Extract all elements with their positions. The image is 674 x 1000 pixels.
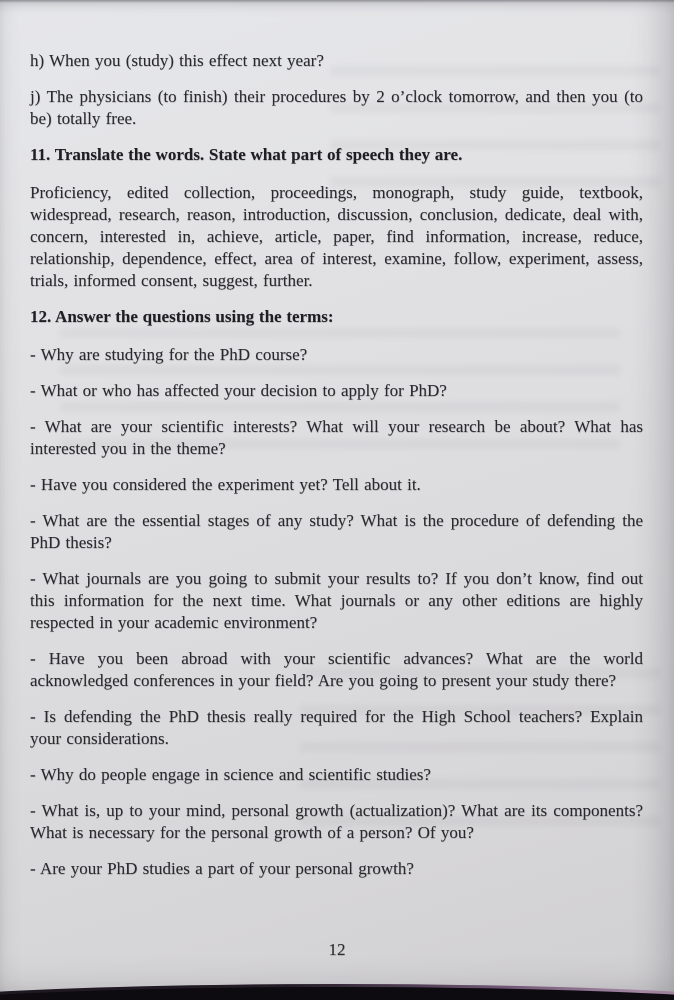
question-item: - Why do people engage in science and scientific studies?	[30, 765, 431, 784]
exercise-heading: 11. Translate the words. State what part of speech they are.	[30, 145, 463, 164]
text-block	[30, 50, 643, 894]
question-item: - What are the essential stages of any study? What is the procedure of defending the PhD thesis?	[30, 511, 643, 552]
question-item: - What journals are you going to submit your results to? If you don’t know, find out this information for the next time. What journals or any other editions are highly respected in your academic environment?	[30, 569, 643, 632]
question-item: - Why are studying for the PhD course?	[30, 345, 308, 364]
question-item: - What is, up to your mind, personal growth (actualization)? What are its components? What is necessary for the personal growth of a person? Of you?	[30, 801, 643, 842]
question-item: - What or who has affected your decision to apply for PhD?	[30, 381, 447, 400]
paragraph: Proficiency, edited collection, proceedings, monograph, study guide, textbook, widespread, research, reason, introduction, discussion, conclusion, dedicate, deal with, concern, interested in, achieve, article, paper, find information, increase, reduce, relationship, dependence, effect, area of interest, examine, follow, experiment, assess, trials, informed consent, suggest, further.	[30, 183, 643, 290]
question-item: - Have you been abroad with your scientific advances? What are the world acknowledged conferences in your field? Are you going to present your study there?	[30, 649, 643, 690]
top-edge-shade	[0, 0, 674, 3]
paragraph: h) When you (study) this effect next year?	[30, 51, 324, 70]
question-item: - What are your scientific interests? What will your research be about? What has interested you in the theme?	[30, 417, 643, 458]
question-item: - Are your PhD studies a part of your personal growth?	[30, 859, 414, 878]
question-item: - Have you considered the experiment yet? Tell about it.	[30, 475, 421, 494]
paragraph: j) The physicians (to finish) their procedures by 2 o’clock tomorrow, and then you (to be) totally free.	[30, 87, 643, 128]
exercise-heading: 12. Answer the questions using the terms:	[30, 307, 334, 326]
question-item: - Is defending the PhD thesis really required for the High School teachers? Explain your considerations.	[30, 707, 643, 748]
page-number: 12	[328, 940, 346, 959]
